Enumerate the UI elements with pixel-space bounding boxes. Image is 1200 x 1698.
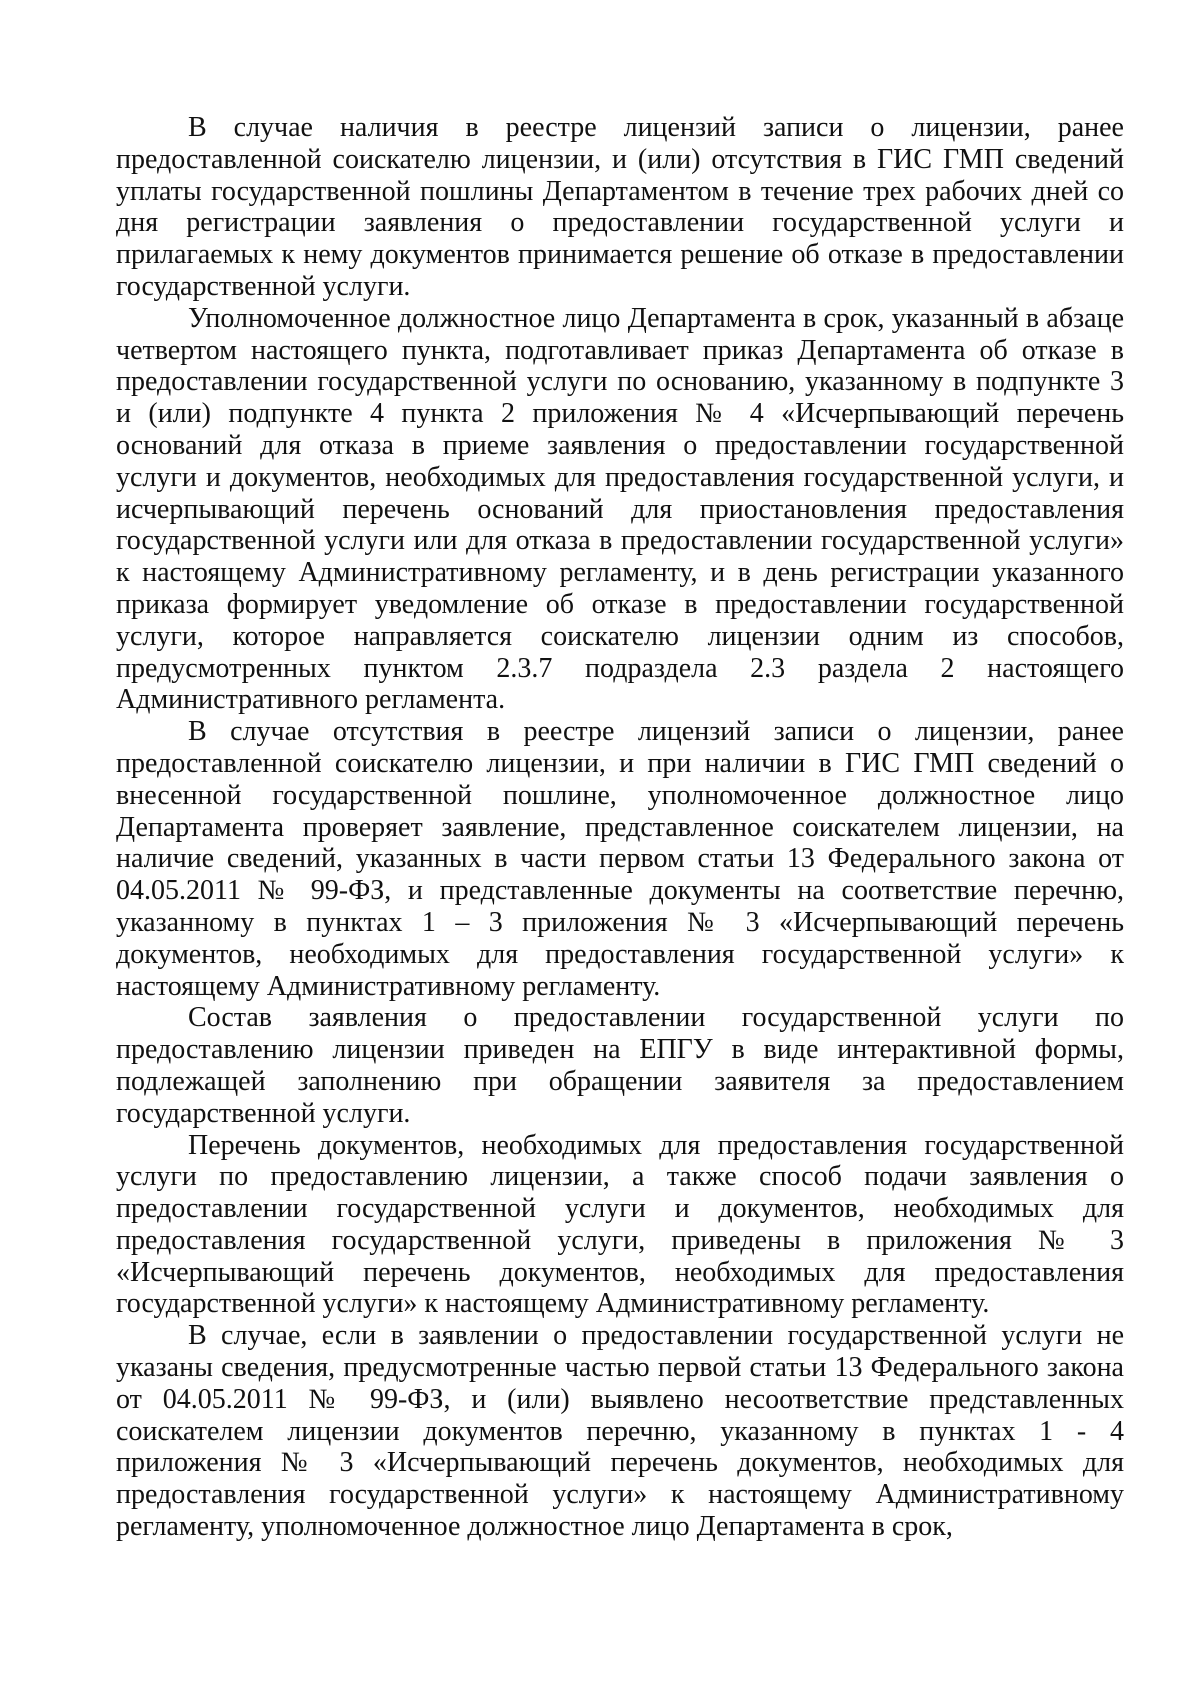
paragraph-refusal-order: Уполномоченное должностное лицо Департамента в срок, указанный в абзаце четвертом настоящего пункта, подготавливает приказ Департамента об отказе в предоставлении государственной услуги по основанию, указанному в подпункте 3 и (или) подпункте 4 пункта 2 приложения № 4 «Исчерпывающий перечень оснований для отказа в приеме заявления о предоставлении государственной услуги и документов, необходимых для предоставления государственной услуги, и исчерпывающий перечень оснований для приостановления предоставления государственной услуги или для отказа в предоставлении государственной услуги» к настоящему Административному регламенту, и в день регистрации указанного приказа формирует уведомление об отказе в предоставлении государственной услуги, которое направляется соискателю лицензии одним из способов, предусмотренных пунктом 2.3.7 подраздела 2.3 раздела 2 настоящего Административного регламента.	[116, 302, 1124, 716]
paragraph-application-form: Состав заявления о предоставлении государственной услуги по предоставлению лицензии приведен на ЕПГУ в виде интерактивной формы, подлежащей заполнению при обращении заявителя за предоставлением государственной услуги.	[116, 1002, 1124, 1129]
paragraph-application-check: В случае отсутствия в реестре лицензий записи о лицензии, ранее предоставленной соискателю лицензии, и при наличии в ГИС ГМП сведений о внесенной государственной пошлине, уполномоченное должностное лицо Департамента проверяет заявление, представленное соискателем лицензии, на наличие сведений, указанных в части первом статьи 13 Федерального закона от 04.05.2011 № 99-ФЗ, и представленные документы на соответствие перечню, указанному в пунктах 1 – 3 приложения № 3 «Исчерпывающий перечень документов, необходимых для предоставления государственной услуги» к настоящему Административному регламенту.	[116, 716, 1124, 1002]
paragraph-refusal-license-registry: В случае наличия в реестре лицензий записи о лицензии, ранее предоставленной соискателю лицензии, и (или) отсутствия в ГИС ГМП сведений уплаты государственной пошлины Департаментом в течение трех рабочих дней со дня регистрации заявления о предоставлении государственной услуги и прилагаемых к нему документов принимается решение об отказе в предоставлении государственной услуги.	[116, 112, 1124, 302]
paragraph-missing-information: В случае, если в заявлении о предоставлении государственной услуги не указаны сведения, предусмотренные частью первой статьи 13 Федерального закона от 04.05.2011 № 99-ФЗ, и (или) выявлено несоответствие представленных соискателем лицензии документов перечню, указанному в пунктах 1 - 4 приложения № 3 «Исчерпывающий перечень документов, необходимых для предоставления государственной услуги» к настоящему Административному регламенту, уполномоченное должностное лицо Департамента в срок,	[116, 1320, 1124, 1543]
document-page	[116, 112, 1124, 1543]
paragraph-documents-list: Перечень документов, необходимых для предоставления государственной услуги по предоставлению лицензии, а также способ подачи заявления о предоставлении государственной услуги и документов, необходимых для предоставления государственной услуги, приведены в приложения № 3 «Исчерпывающий перечень документов, необходимых для предоставления государственной услуги» к настоящему Административному регламенту.	[116, 1129, 1124, 1320]
